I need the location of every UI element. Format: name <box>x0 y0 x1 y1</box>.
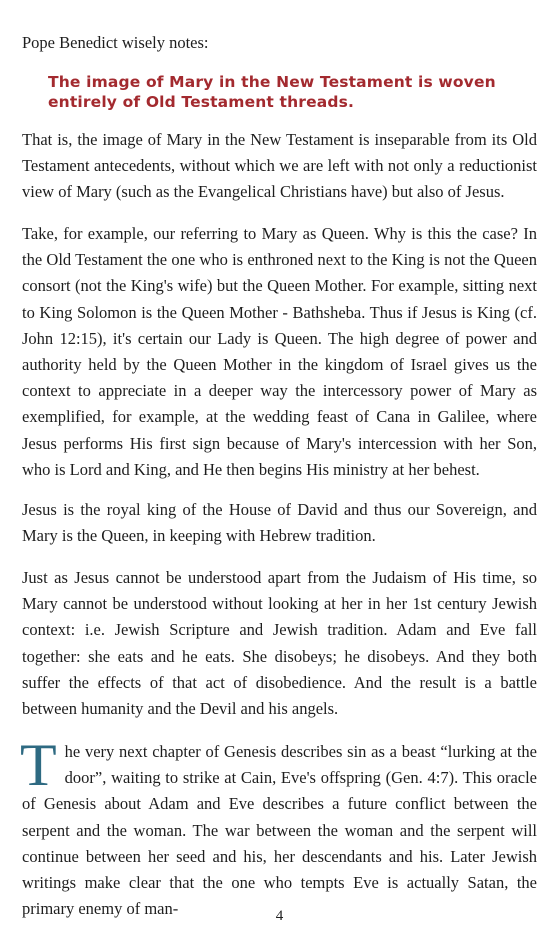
pull-quote: The image of Mary in the New Testament is woven entirely of Old Testament threads. <box>48 73 496 111</box>
body-paragraph-1: That is, the image of Mary in the New Testament is inseparable from its Old Testament antecedents, without which we are left with not only a reductionist view of Mary (such as the Evangelical Christians have) but also of Jesus. <box>22 130 537 202</box>
body-paragraph-4: Just as Jesus cannot be understood apart from the Judaism of His time, so Mary cannot be understood without looking at her in her 1st century Jewish context: i.e. Jewish Scripture and Jewish tradition. Adam and Eve fall together: she eats and he eats. She disobeys; he disobeys. And they both suffer the effects of that act of disobedience. And the result is a battle between humanity and the Devil and his angels. <box>22 568 537 719</box>
drop-cap: T <box>20 732 57 798</box>
final-paragraph-text: he very next chapter of Genesis describes sin as a beast “lurking at the door”, waiting to strike at Cain, Eve's offspring (Gen. 4:7). This oracle of Genesis about Adam and Eve describes a future conflict between the serpent and the woman. The war between the woman and the serpent will continue between her seed and his, her descendants and his. Later Jewish writings make clear that the one who tempts Eve is actually Satan, the primary enemy of man- <box>22 742 537 919</box>
body-paragraph-5 <box>20 732 537 922</box>
intro-line: Pope Benedict wisely notes: <box>22 33 209 52</box>
page-number: 4 <box>275 908 284 924</box>
body-paragraph-2: Take, for example, our referring to Mary as Queen. Why is this the case? In the Old Testament the one who is enthroned next to the King is not the Queen consort (not the King's wife) but the Queen Mother. For example, sitting next to King Solomon is the Queen Mother - Bathsheba. Thus if Jesus is King (cf. John 12:15), it's certain our Lady is Queen. The high degree of power and authority held by the Queen Mother in the kingdom of Israel gives us the context to appreciate in a deeper way the intercessory power of Mary as exemplified, for example, at the wedding feast of Cana in Galilee, where Jesus performs His first sign because of Mary's intercession with her Son, who is Lord and King, and He then begins His ministry at her behest. <box>22 224 537 479</box>
body-paragraph-3: Jesus is the royal king of the House of David and thus our Sovereign, and Mary is the Queen, in keeping with Hebrew tradition. <box>22 500 537 546</box>
